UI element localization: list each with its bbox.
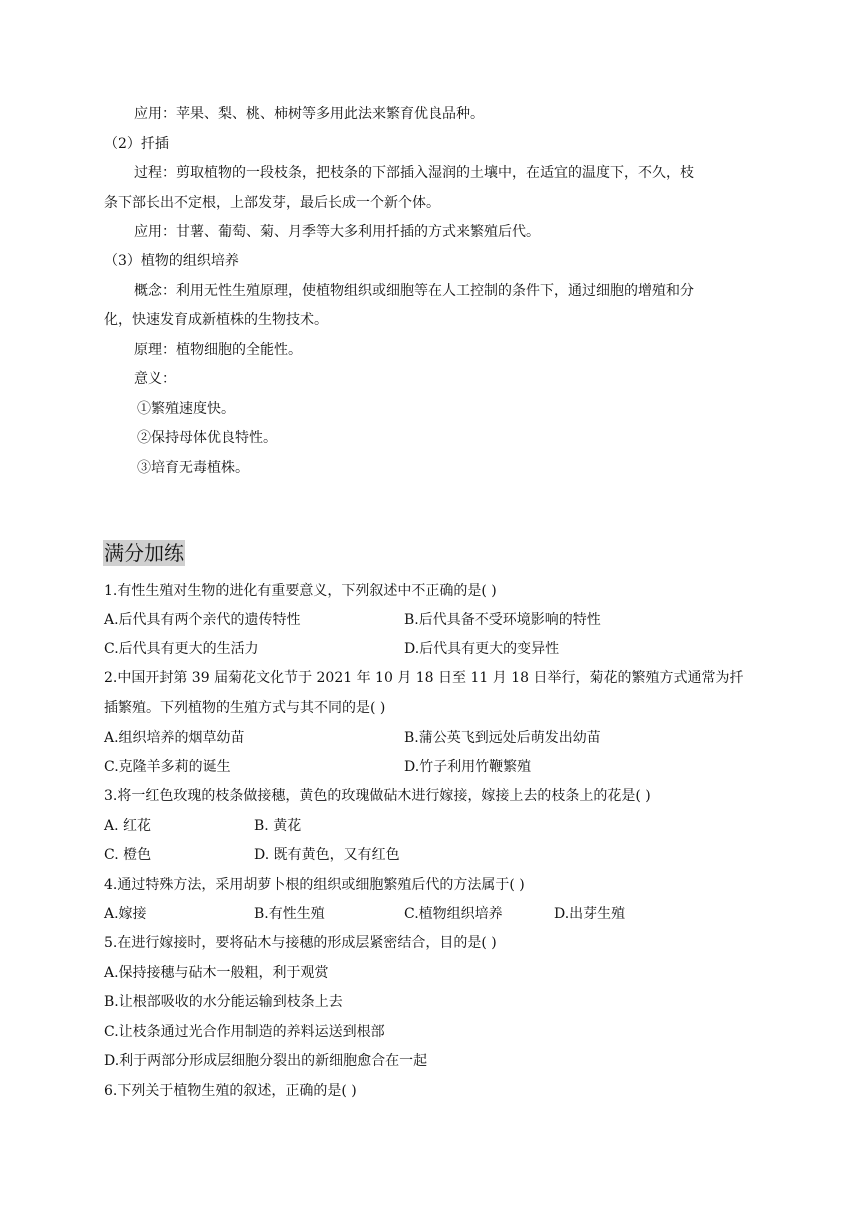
q4-stem: 4.通过特殊方法，采用胡萝卜根的组织或细胞繁殖后代的方法属于( )	[104, 877, 525, 893]
note-grafting-application: 应用：苹果、梨、桃、柿树等多用此法来繁育优良品种。	[134, 106, 484, 122]
note-significance-2: ②保持母体优良特性。	[137, 430, 277, 446]
q1-stem: 1.有性生殖对生物的进化有重要意义，下列叙述中不正确的是( )	[104, 583, 497, 599]
q5-stem: 5.在进行嫁接时，要将砧木与接穗的形成层紧密结合，目的是( )	[104, 935, 497, 951]
q2-stem-line1: 2.中国开封第 39 届菊花文化节于 2021 年 10 月 18 日至 11 月 18 日举行，菊花的繁殖方式通常为扦	[104, 670, 744, 686]
q2-option-d: D.竹子利用竹鞭繁殖	[404, 759, 532, 775]
q2-stem-line2: 插繁殖。下列植物的生殖方式与其不同的是( )	[104, 700, 386, 716]
note-concept-2: 化，快速发育成新植株的生物技术。	[104, 312, 328, 328]
note-cutting-process-1: 过程：剪取植物的一段枝条，把枝条的下部插入湿润的土壤中，在适宜的温度下，不久，枝	[134, 165, 694, 181]
section-title: 满分加练	[104, 541, 184, 565]
q1-option-c: C.后代具有更大的生活力	[104, 641, 259, 657]
q2-option-a: A.组织培养的烟草幼苗	[104, 730, 245, 746]
note-concept-1: 概念：利用无性生殖原理，使植物组织或细胞等在人工控制的条件下，通过细胞的增殖和分	[134, 283, 694, 299]
q5-option-c: C.让枝条通过光合作用制造的养料运送到根部	[104, 1024, 385, 1040]
note-significance: 意义：	[134, 371, 176, 387]
q5-option-b: B.让根部吸收的水分能运输到枝条上去	[104, 994, 343, 1010]
q4-option-c: C.植物组织培养	[404, 906, 503, 922]
q5-option-d: D.利于两部分形成层细胞分裂出的新细胞愈合在一起	[104, 1053, 428, 1069]
q1-option-a: A.后代具有两个亲代的遗传特性	[104, 612, 301, 628]
note-significance-1: ①繁殖速度快。	[137, 401, 235, 417]
q3-option-c: C. 橙色	[104, 847, 152, 863]
note-principle: 原理：植物细胞的全能性。	[134, 342, 302, 358]
q4-option-d: D.出芽生殖	[554, 906, 626, 922]
note-heading-cutting: （2）扦插	[104, 136, 169, 152]
q2-option-b: B.蒲公英飞到远处后萌发出幼苗	[404, 730, 601, 746]
note-cutting-application: 应用：甘薯、葡萄、菊、月季等大多利用扦插的方式来繁殖后代。	[134, 224, 540, 240]
q3-stem: 3.将一红色玫瑰的枝条做接穗，黄色的玫瑰做砧木进行嫁接，嫁接上去的枝条上的花是( )	[104, 788, 651, 804]
q4-option-b: B.有性生殖	[254, 906, 325, 922]
q3-option-b: B. 黄花	[254, 818, 302, 834]
q6-stem: 6.下列关于植物生殖的叙述，正确的是( )	[104, 1083, 357, 1099]
note-significance-3: ③培育无毒植株。	[137, 460, 249, 476]
q4-option-a: A.嫁接	[104, 906, 147, 922]
q5-option-a: A.保持接穗与砧木一般粗，利于观赏	[104, 965, 329, 981]
note-cutting-process-2: 条下部长出不定根，上部发芽，最后长成一个新个体。	[104, 195, 440, 211]
q3-option-d: D. 既有黄色，又有红色	[254, 847, 400, 863]
q1-option-d: D.后代具有更大的变异性	[404, 641, 560, 657]
q2-option-c: C.克隆羊多莉的诞生	[104, 759, 231, 775]
q1-option-b: B.后代具备不受环境影响的特性	[404, 612, 601, 628]
note-heading-tissue-culture: （3）植物的组织培养	[104, 253, 239, 269]
q3-option-a: A. 红花	[104, 818, 152, 834]
